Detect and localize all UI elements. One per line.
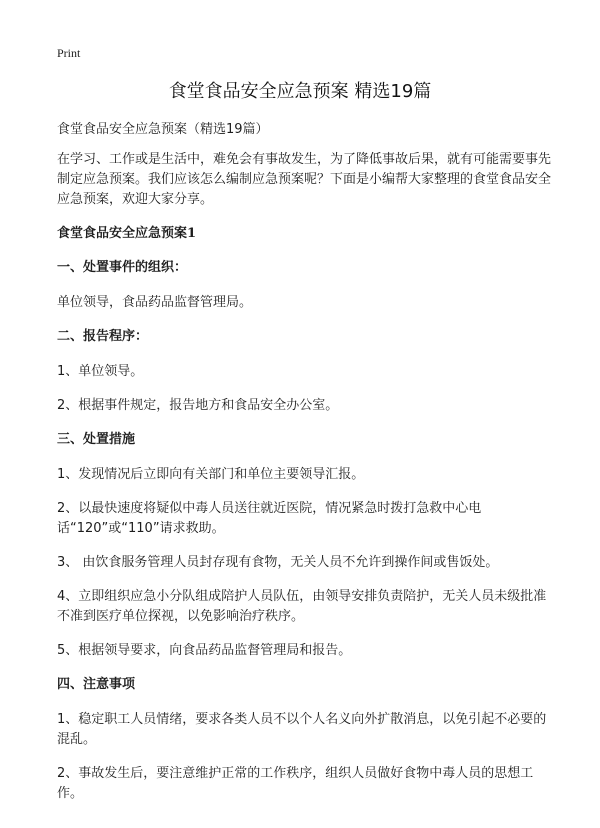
section-paragraph: 1、稳定职工人员情绪，要求各类人员不以个人名义向外扩散消息，以免引起不必要的混乱。	[57, 712, 547, 747]
section-paragraph: 5、根据领导要求，向食品药品监督管理局和报告。	[57, 643, 352, 658]
section-heading: 三、处置措施	[57, 432, 136, 447]
section-paragraph: 2、以最快速度将疑似中毒人员送往就近医院，情况紧急时拨打急救中心电话“120”或“110”请求救助。	[57, 501, 482, 536]
section-paragraph: 3、 由饮食服务管理人员封存现有食物，无关人员不允许到操作间或售饭处。	[57, 555, 499, 570]
section-paragraph: 1、发现情况后立即向有关部门和单位主要领导汇报。	[57, 467, 365, 482]
page-title: 食堂食品安全应急预案 精选19篇	[168, 81, 432, 102]
section-paragraph: 1、单位领导。	[57, 364, 144, 379]
section-heading: 一、处置事件的组织：	[57, 260, 188, 275]
intro-paragraph: 在学习、工作或是生活中，难免会有事故发生，为了降低事故后果，就有可能需要事先制定应急预案。我们应该怎么编制应急预案呢？下面是小编帮大家整理的食堂食品安全应急预案，欢迎大家分享。	[57, 152, 552, 207]
section-paragraph: 2、事故发生后，要注意维护正常的工作秩序，组织人员做好食物中毒人员的思想工作。	[57, 766, 534, 801]
document-subtitle: 食堂食品安全应急预案（精选19篇）	[57, 122, 269, 137]
section-paragraph: 2、根据事件规定，报告地方和食品安全办公室。	[57, 398, 339, 413]
section-paragraph: 4、立即组织应急小分队组成陪护人员队伍，由领导安排负责陪护，无关人员未级批准不准到医疗单位探视，以免影响治疗秩序。	[57, 589, 547, 624]
print-label: Print	[57, 46, 81, 60]
section-heading: 二、报告程序：	[57, 329, 149, 344]
section-heading: 四、注意事项	[57, 677, 136, 692]
document-body	[57, 120, 555, 818]
section-paragraph: 单位领导，食品药品监督管理局。	[57, 295, 253, 310]
article-heading: 食堂食品安全应急预案1	[57, 226, 197, 241]
